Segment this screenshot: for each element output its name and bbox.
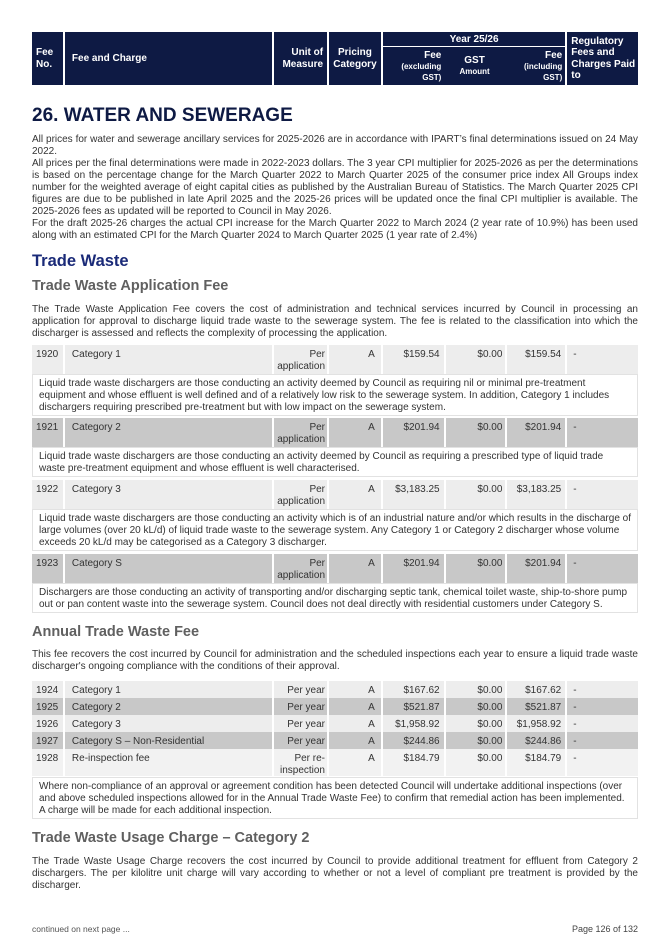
fee-name: Category 3 [65, 715, 272, 732]
fee-name: Category 1 [65, 681, 272, 698]
fee-description: Liquid trade waste dischargers are those conducting an activity deemed by Council as requiring nil or minimal pre-treatment equipment and whose effluent is well defined and of a relatively low risk to the sewerage system. In addition, Category 1 includes dischargers requiring prescribed pre-treatment but with low impact on the sewerage system. [32, 374, 638, 416]
fee-number: 1926 [32, 715, 63, 732]
pricing-category: A [329, 345, 381, 375]
gst-amount: $0.00 [446, 749, 506, 776]
header-gst-sub: Amount [459, 67, 490, 76]
header-year-group [383, 32, 565, 85]
unit-of-measure: Per year [274, 698, 327, 715]
table-row [32, 715, 638, 732]
usage-charge-heading: Trade Waste Usage Charge – Category 2 [32, 830, 310, 846]
trade-waste-heading: Trade Waste [32, 252, 129, 270]
gst-amount: $0.00 [446, 732, 506, 749]
fee-excl-gst: $201.94 [383, 554, 444, 584]
table-row [32, 480, 638, 510]
gst-amount: $0.00 [446, 418, 506, 448]
pricing-category: A [329, 732, 381, 749]
unit-of-measure: Per year [274, 715, 327, 732]
fee-description: Liquid trade waste dischargers are those conducting an activity which is of an industrial nature and/or which results in the discharge of large volumes (over 20 kL/d) of liquid trade waste to the sewerage system. Any Category 1 or Category 2 discharger whose volume exceeds 20 kL/d may be categorised as a Category 3 discharger. [32, 509, 638, 551]
header-gst-label: GST [464, 55, 485, 66]
table-row [32, 554, 638, 584]
regulatory-paid-to: - [567, 480, 638, 510]
pricing-category: A [329, 480, 381, 510]
continued-note: continued on next page ... [32, 924, 130, 934]
table-row [32, 345, 638, 375]
fee-description: Liquid trade waste dischargers are those conducting an activity deemed by Council as requiring a prescribed type of liquid trade waste pre-treatment equipment and whose effluent is well characterised. [32, 447, 638, 477]
page-number: Page 126 of 132 [571, 924, 638, 934]
regulatory-paid-to: - [567, 732, 638, 749]
fee-number: 1921 [32, 418, 63, 448]
header-unit-of-measure: Unit of Measure [274, 32, 327, 85]
regulatory-paid-to: - [567, 554, 638, 584]
regulatory-paid-to: - [567, 418, 638, 448]
fee-number: 1920 [32, 345, 63, 375]
fee-incl-gst: $1,958.92 [507, 715, 565, 732]
gst-amount: $0.00 [446, 480, 506, 510]
fee-excl-gst: $201.94 [383, 418, 444, 448]
fee-table-header [32, 32, 638, 85]
regulatory-paid-to: - [567, 715, 638, 732]
header-regulatory: Regulatory Fees and Charges Paid to [567, 32, 638, 85]
fee-name: Category 3 [65, 480, 272, 510]
reinspection-note: Where non-compliance of an approval or agreement condition has been detected Council will undertake additional inspections (over and above scheduled inspections allowed for in the Annual Trade Waste Fee) to confirm that remedial action has been implemented. A charge will be made for each additional inspection. [32, 777, 638, 819]
table-row [32, 732, 638, 749]
header-fee-incl-gst [504, 47, 565, 85]
header-fee-excl-sub: (excluding GST) [401, 61, 442, 82]
application-fee-heading: Trade Waste Application Fee [32, 278, 229, 294]
unit-of-measure: Per year [274, 732, 327, 749]
regulatory-paid-to: - [567, 345, 638, 375]
fee-excl-gst: $244.86 [383, 732, 444, 749]
header-fee-incl-label: Fee [545, 49, 563, 61]
fee-excl-gst: $167.62 [383, 681, 444, 698]
unit-of-measure: Per application [274, 418, 327, 448]
pricing-category: A [329, 554, 381, 584]
fee-number: 1923 [32, 554, 63, 584]
unit-of-measure: Per application [274, 480, 327, 510]
fee-incl-gst: $244.86 [507, 732, 565, 749]
pricing-category: A [329, 681, 381, 698]
intro-paragraph: All prices for water and sewerage ancillary services for 2025-2026 are in accordance with IPART’s final determinations issued on 24 May 2022. All prices per the final determinations were made in 2022-2023 dollars. The 3 year CPI multiplier for 2025-2026 as per the determinations is based on the percentage change for the March Quarter 2022 to March Quarter 2025 of the consumer price index All Groups index number for the weighted average of eight capital cities as published by the Australian Bureau of Statistics. The March Quarter 2025 CPI figures are due to be published in late April 2025 and the 2025-26 prices will be updated once the final CPI multiplier is available. The 2025-2026 fees as updated will be reported to Council in May 2026. For the draft 2025-26 charges the actual CPI increase for the March Quarter 2022 to March 2024 (2 year rate of 10.9%) has been used along with an estimated CPI for the March Quarter 2024 to March Quarter 2025 (1 year rate of 2.4%) [32, 134, 638, 241]
fee-incl-gst: $201.94 [507, 418, 565, 448]
table-row [32, 749, 638, 776]
fee-number: 1924 [32, 681, 63, 698]
usage-charge-paragraph: The Trade Waste Usage Charge recovers the cost incurred by Council to provide additional treatment for effluent from Category 2 dischargers. The per kilolitre unit charge will vary according to whether or not a level of compliant pre treatment is provided by the discharger. [32, 856, 638, 891]
fee-number: 1927 [32, 732, 63, 749]
fee-number: 1922 [32, 480, 63, 510]
regulatory-paid-to: - [567, 698, 638, 715]
annual-fee-heading: Annual Trade Waste Fee [32, 624, 200, 640]
pricing-category: A [329, 749, 381, 776]
fee-incl-gst: $3,183.25 [507, 480, 565, 510]
fee-name: Category 2 [65, 698, 272, 715]
fee-name: Category 2 [65, 418, 272, 448]
gst-amount: $0.00 [446, 715, 506, 732]
header-gst-amount [445, 47, 503, 85]
gst-amount: $0.00 [446, 554, 506, 584]
fee-excl-gst: $184.79 [383, 749, 444, 776]
fee-description: Dischargers are those conducting an activity of transporting and/or discharging septic tank, chemical toilet waste, ship-to-shore pump out or pan content waste into the sewerage system. Council does not deal directly with residential customers under Category S. [32, 583, 638, 613]
fee-number: 1925 [32, 698, 63, 715]
header-pricing-category: Pricing Category [329, 32, 381, 85]
table-row [32, 681, 638, 698]
fee-excl-gst: $1,958.92 [383, 715, 444, 732]
fee-incl-gst: $167.62 [507, 681, 565, 698]
header-year: Year 25/26 [383, 32, 565, 47]
fee-incl-gst: $184.79 [507, 749, 565, 776]
regulatory-paid-to: - [567, 681, 638, 698]
header-fee-and-charge: Fee and Charge [65, 32, 272, 85]
unit-of-measure: Per re-inspection [274, 749, 327, 776]
section-title: 26. WATER AND SEWERAGE [32, 105, 293, 126]
pricing-category: A [329, 418, 381, 448]
table-row [32, 698, 638, 715]
unit-of-measure: Per application [274, 554, 327, 584]
fee-incl-gst: $521.87 [507, 698, 565, 715]
header-fee-no: Fee No. [32, 32, 63, 85]
fee-name: Category S [65, 554, 272, 584]
regulatory-paid-to: - [567, 749, 638, 776]
fee-number: 1928 [32, 749, 63, 776]
annual-fee-paragraph: This fee recovers the cost incurred by Council for administration and the scheduled inspections each year to ensure a liquid trade waste discharger's ongoing compliance with the conditions of their approval. [32, 649, 638, 672]
fee-name: Category 1 [65, 345, 272, 375]
pricing-category: A [329, 698, 381, 715]
unit-of-measure: Per year [274, 681, 327, 698]
gst-amount: $0.00 [446, 681, 506, 698]
unit-of-measure: Per application [274, 345, 327, 375]
fee-incl-gst: $159.54 [507, 345, 565, 375]
application-fee-paragraph: The Trade Waste Application Fee covers the cost of administration and technical services incurred by Council in processing an application for approval to discharge liquid trade waste to the sewerage system. The fee is related to the classification into which the discharger is assessed and reflects the complexity of processing the application. [32, 304, 638, 339]
gst-amount: $0.00 [446, 698, 506, 715]
header-fee-excl-label: Fee [424, 49, 442, 61]
table-row [32, 418, 638, 448]
header-fee-incl-sub: (including GST) [524, 61, 563, 82]
fee-excl-gst: $521.87 [383, 698, 444, 715]
pricing-category: A [329, 715, 381, 732]
gst-amount: $0.00 [446, 345, 506, 375]
fee-name: Category S – Non-Residential [65, 732, 272, 749]
fee-incl-gst: $201.94 [507, 554, 565, 584]
fee-name: Re-inspection fee [65, 749, 272, 776]
fee-excl-gst: $3,183.25 [383, 480, 444, 510]
fee-excl-gst: $159.54 [383, 345, 444, 375]
header-fee-excl-gst [383, 47, 445, 85]
